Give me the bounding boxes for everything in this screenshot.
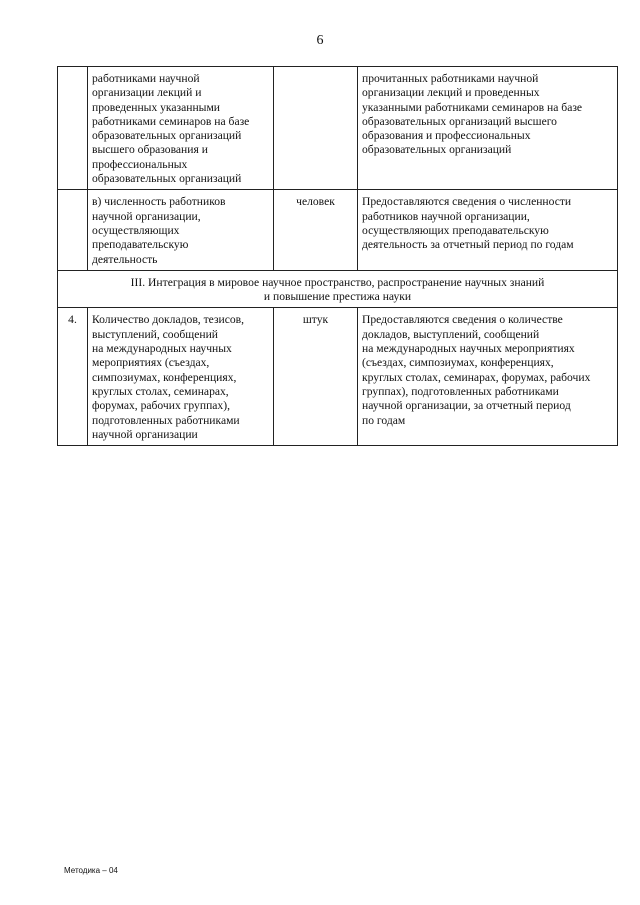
row-number	[58, 67, 88, 190]
table-row	[58, 67, 618, 190]
unit-cell	[274, 67, 358, 190]
row-number	[58, 190, 88, 270]
row-number: 4.	[58, 308, 88, 446]
section-heading: III. Интеграция в мировое научное пространство, распространение научных знаний и повышение престижа науки	[58, 270, 618, 308]
description-cell: Предоставляются сведения о количестве докладов, выступлений, сообщений на международных научных мероприятиях (съездах, симпозиумах, конференциях, круглых столах, семинарах, форумах, рабочих группах), подготовленных работниками научной организации, за отчетный период по годам	[358, 308, 618, 446]
indicator-cell: Количество докладов, тезисов, выступлений, сообщений на международных научных мероприятиях (съездах, симпозиумах, конференциях, круглых столах, семинарах, форумах, рабочих группах), подготовленных работниками научной организации	[88, 308, 274, 446]
page-number: 6	[316, 33, 324, 48]
description-cell: прочитанных работниками научной организации лекций и проведенных указанными работниками семинаров на базе образовательных организаций высшего образования и профессиональных образовательных организаций	[358, 67, 618, 190]
indicator-cell: работниками научной организации лекций и проведенных указанными работниками семинаров на базе образовательных организаций высшего образования и профессиональных образовательных организаций	[88, 67, 274, 190]
unit-cell: штук	[274, 308, 358, 446]
indicators-table	[57, 66, 618, 446]
indicator-cell: в) численность работников научной организации, осуществляющих преподавательскую деятельность	[88, 190, 274, 270]
table-row	[58, 190, 618, 270]
description-cell: Предоставляются сведения о численности работников научной организации, осуществляющих преподавательскую деятельность за отчетный период по годам	[358, 190, 618, 270]
footer-label: Методика – 04	[64, 866, 118, 875]
table-row	[58, 308, 618, 446]
section-heading-row	[58, 270, 618, 308]
unit-cell: человек	[274, 190, 358, 270]
